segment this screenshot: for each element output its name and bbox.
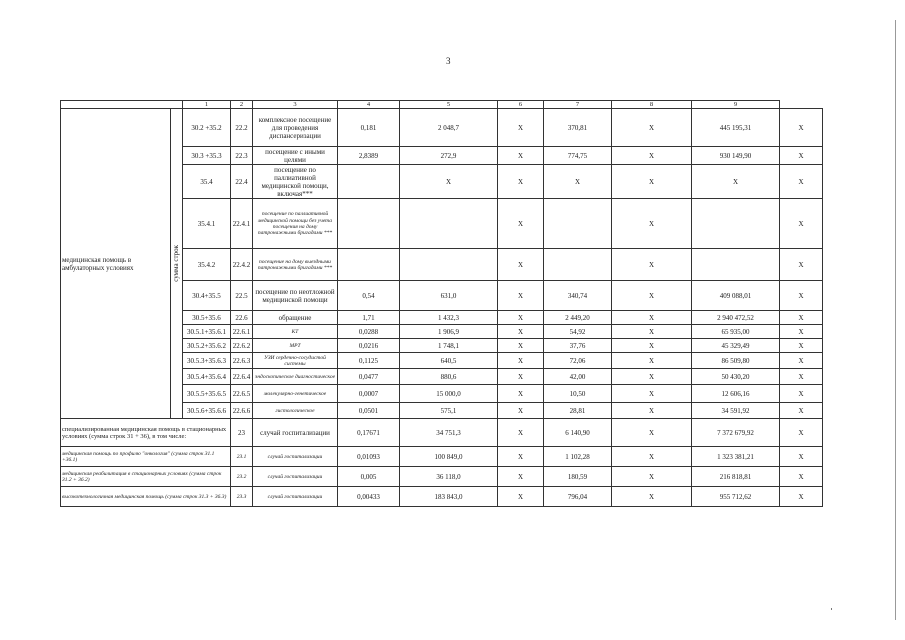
value-cell: 54,92 xyxy=(544,325,612,339)
value-cell: 0,0477 xyxy=(338,369,400,385)
value-cell: X xyxy=(780,353,823,369)
row-code: 30.3 +35.3 xyxy=(183,147,231,165)
section-label: высокотехнологичная медицинская помощь (сумма строк 31.3 + 36.3) xyxy=(61,487,231,507)
value-cell: 640,5 xyxy=(400,353,498,369)
value-cell: 0,01093 xyxy=(338,447,400,467)
value-cell: 2 048,7 xyxy=(400,109,498,147)
row-code: 30.5.5+35.6.5 xyxy=(183,385,231,403)
value-cell: 2 449,20 xyxy=(544,311,612,325)
value-cell: 0,005 xyxy=(338,467,400,487)
value-cell: X xyxy=(612,325,692,339)
line-number: 22.6.1 xyxy=(231,325,253,339)
value-cell: X xyxy=(498,249,544,281)
table-row xyxy=(61,487,823,507)
value-cell: 2 940 472,52 xyxy=(692,311,780,325)
value-cell: 445 195,31 xyxy=(692,109,780,147)
value-cell: 0,00433 xyxy=(338,487,400,507)
value-cell: 65 935,00 xyxy=(692,325,780,339)
row-code: 35.4 xyxy=(183,165,231,199)
value-cell: X xyxy=(498,403,544,419)
value-cell: X xyxy=(498,419,544,447)
line-number: 22.6.5 xyxy=(231,385,253,403)
value-cell: X xyxy=(498,325,544,339)
value-cell: X xyxy=(612,403,692,419)
value-cell: X xyxy=(780,109,823,147)
value-cell xyxy=(544,249,612,281)
line-number: 22.3 xyxy=(231,147,253,165)
value-cell: 36 118,0 xyxy=(400,467,498,487)
value-cell xyxy=(544,199,612,249)
value-cell: X xyxy=(498,199,544,249)
value-cell: 1 906,9 xyxy=(400,325,498,339)
value-cell xyxy=(692,199,780,249)
value-cell: 12 606,16 xyxy=(692,385,780,403)
value-cell: 100 849,0 xyxy=(400,447,498,467)
header-cell: 7 xyxy=(544,101,612,109)
value-cell: X xyxy=(612,447,692,467)
value-cell: X xyxy=(612,109,692,147)
value-cell: 0,1125 xyxy=(338,353,400,369)
unit-name: случай госпитализации xyxy=(253,447,338,467)
value-cell: X xyxy=(612,487,692,507)
value-cell: 0,0007 xyxy=(338,385,400,403)
unit-name: случай госпитализации xyxy=(253,419,338,447)
unit-name: эндоскопическое диагностическое xyxy=(253,369,338,385)
unit-name: посещение по неотложной медицинской помощи xyxy=(253,281,338,311)
value-cell xyxy=(400,249,498,281)
value-cell: 0,17671 xyxy=(338,419,400,447)
value-cell: 0,0288 xyxy=(338,325,400,339)
value-cell xyxy=(338,165,400,199)
value-cell: 0,0216 xyxy=(338,339,400,353)
line-number: 23.3 xyxy=(231,487,253,507)
unit-name: посещение по паллиативной медицинской помощи, включая*** xyxy=(253,165,338,199)
line-number: 23 xyxy=(231,419,253,447)
row-code: 30.5.2+35.6.2 xyxy=(183,339,231,353)
value-cell: X xyxy=(498,109,544,147)
value-cell: 1,71 xyxy=(338,311,400,325)
value-cell: X xyxy=(780,249,823,281)
line-number: 23.1 xyxy=(231,447,253,467)
value-cell: 37,76 xyxy=(544,339,612,353)
value-cell: X xyxy=(498,487,544,507)
line-number: 22.6.3 xyxy=(231,353,253,369)
value-cell: 42,00 xyxy=(544,369,612,385)
value-cell: 272,9 xyxy=(400,147,498,165)
line-number: 22.4.2 xyxy=(231,249,253,281)
value-cell: X xyxy=(498,353,544,369)
row-code: 30.4+35.5 xyxy=(183,281,231,311)
line-number: 22.6 xyxy=(231,311,253,325)
sum-of-rows-label xyxy=(171,109,183,419)
value-cell: X xyxy=(498,165,544,199)
row-code: 30.5.3+35.6.3 xyxy=(183,353,231,369)
value-cell: X xyxy=(780,385,823,403)
value-cell: 774,75 xyxy=(544,147,612,165)
value-cell: X xyxy=(498,385,544,403)
row-code: 30.5.4+35.6.4 xyxy=(183,369,231,385)
value-cell: 880,6 xyxy=(400,369,498,385)
value-cell: X xyxy=(498,467,544,487)
unit-name: комплексное посещение для проведения диспансеризации xyxy=(253,109,338,147)
value-cell: 34 751,3 xyxy=(400,419,498,447)
table-row xyxy=(61,467,823,487)
unit-name: случай госпитализации xyxy=(253,487,338,507)
value-cell: X xyxy=(692,165,780,199)
value-cell: X xyxy=(612,467,692,487)
value-cell: X xyxy=(780,199,823,249)
unit-name: случай госпитализации xyxy=(253,467,338,487)
value-cell: X xyxy=(612,147,692,165)
value-cell: 50 430,20 xyxy=(692,369,780,385)
page-number: 3 xyxy=(446,56,451,66)
row-code: 30.5.1+35.6.1 xyxy=(183,325,231,339)
value-cell: 0,54 xyxy=(338,281,400,311)
value-cell: X xyxy=(780,487,823,507)
funding-table xyxy=(60,100,823,507)
value-cell: X xyxy=(780,369,823,385)
value-cell xyxy=(338,249,400,281)
value-cell: 28,81 xyxy=(544,403,612,419)
value-cell: 0,181 xyxy=(338,109,400,147)
header-cell: 1 xyxy=(183,101,231,109)
value-cell: X xyxy=(400,165,498,199)
unit-name: КТ xyxy=(253,325,338,339)
ambulatory-care-label: медицинская помощь в амбулаторных условиях xyxy=(61,109,171,419)
unit-name: посещение на дому выездными патронажными бригадами *** xyxy=(253,249,338,281)
value-cell: X xyxy=(612,339,692,353)
value-cell: X xyxy=(612,199,692,249)
value-cell: 6 140,90 xyxy=(544,419,612,447)
value-cell: X xyxy=(780,325,823,339)
header-cell: 8 xyxy=(612,101,692,109)
value-cell: 15 000,0 xyxy=(400,385,498,403)
scan-edge-line xyxy=(895,20,896,620)
value-cell: 86 509,80 xyxy=(692,353,780,369)
row-code: 30.2 +35.2 xyxy=(183,109,231,147)
section-label: специализированная медицинская помощь в стационарных условиях (сумма строк 31 + 36), в том числе: xyxy=(61,419,231,447)
line-number: 22.6.6 xyxy=(231,403,253,419)
value-cell: X xyxy=(612,311,692,325)
value-cell: X xyxy=(612,165,692,199)
value-cell: X xyxy=(498,339,544,353)
value-cell: X xyxy=(544,165,612,199)
unit-name: гистологическое xyxy=(253,403,338,419)
value-cell: X xyxy=(780,419,823,447)
value-cell xyxy=(692,249,780,281)
header-cell-blank xyxy=(61,101,183,109)
unit-name: МРТ xyxy=(253,339,338,353)
line-number: 22.4 xyxy=(231,165,253,199)
sum-of-rows-text: сумма строк xyxy=(172,244,181,282)
header-cell: 5 xyxy=(400,101,498,109)
value-cell: 370,81 xyxy=(544,109,612,147)
unit-name: обращение xyxy=(253,311,338,325)
unit-name: молекулярно-генетическое xyxy=(253,385,338,403)
header-cell: 4 xyxy=(338,101,400,109)
line-number: 22.5 xyxy=(231,281,253,311)
value-cell: 34 591,92 xyxy=(692,403,780,419)
value-cell: X xyxy=(498,369,544,385)
unit-name: посещение по паллиативной медицинской помощи без учета посещения на дому патронажными бригадами *** xyxy=(253,199,338,249)
value-cell: 1 432,3 xyxy=(400,311,498,325)
value-cell: X xyxy=(612,353,692,369)
value-cell: X xyxy=(780,147,823,165)
value-cell: X xyxy=(498,447,544,467)
table-row xyxy=(61,447,823,467)
value-cell: X xyxy=(612,419,692,447)
value-cell: 2,8389 xyxy=(338,147,400,165)
value-cell: X xyxy=(780,311,823,325)
value-cell: 796,04 xyxy=(544,487,612,507)
value-cell: 45 329,49 xyxy=(692,339,780,353)
value-cell: 0,0501 xyxy=(338,403,400,419)
value-cell: 575,1 xyxy=(400,403,498,419)
header-cell: 3 xyxy=(253,101,338,109)
value-cell: 183 843,0 xyxy=(400,487,498,507)
line-number: 22.4.1 xyxy=(231,199,253,249)
value-cell: X xyxy=(498,281,544,311)
value-cell: 340,74 xyxy=(544,281,612,311)
value-cell: X xyxy=(780,403,823,419)
value-cell: X xyxy=(780,339,823,353)
value-cell: 1 102,28 xyxy=(544,447,612,467)
line-number: 22.2 xyxy=(231,109,253,147)
value-cell: 930 149,90 xyxy=(692,147,780,165)
table-row xyxy=(61,419,823,447)
value-cell: 1 748,1 xyxy=(400,339,498,353)
section-label: медицинская реабилитация в стационарных условиях (сумма строк 31.2 + 36.2) xyxy=(61,467,231,487)
unit-name: посещение с иными целями xyxy=(253,147,338,165)
header-cell: 6 xyxy=(498,101,544,109)
value-cell: X xyxy=(780,281,823,311)
line-number: 22.6.2 xyxy=(231,339,253,353)
header-cell: 9 xyxy=(692,101,780,109)
table-row xyxy=(61,109,823,147)
line-number: 23.2 xyxy=(231,467,253,487)
value-cell: 180,59 xyxy=(544,467,612,487)
header-row xyxy=(61,101,823,109)
value-cell: 7 372 679,92 xyxy=(692,419,780,447)
row-code: 35.4.2 xyxy=(183,249,231,281)
value-cell: X xyxy=(498,311,544,325)
value-cell: X xyxy=(612,281,692,311)
value-cell: X xyxy=(498,147,544,165)
value-cell: X xyxy=(780,447,823,467)
line-number: 22.6.4 xyxy=(231,369,253,385)
value-cell: 955 712,62 xyxy=(692,487,780,507)
value-cell: X xyxy=(780,165,823,199)
value-cell: 10,50 xyxy=(544,385,612,403)
value-cell: 409 088,01 xyxy=(692,281,780,311)
value-cell xyxy=(338,199,400,249)
section-label: медицинская помощь по профилю "онкология" (сумма строк 31.1 +36.1) xyxy=(61,447,231,467)
value-cell: X xyxy=(780,467,823,487)
row-code: 30.5.6+35.6.6 xyxy=(183,403,231,419)
scan-speck xyxy=(831,608,832,610)
unit-name: УЗИ сердечно-сосудистой системы xyxy=(253,353,338,369)
header-cell: 2 xyxy=(231,101,253,109)
value-cell: 216 818,81 xyxy=(692,467,780,487)
value-cell: X xyxy=(612,249,692,281)
value-cell: X xyxy=(612,385,692,403)
value-cell: 72,06 xyxy=(544,353,612,369)
row-code: 35.4.1 xyxy=(183,199,231,249)
row-code: 30.5+35.6 xyxy=(183,311,231,325)
value-cell: 631,0 xyxy=(400,281,498,311)
value-cell: 1 323 381,21 xyxy=(692,447,780,467)
value-cell xyxy=(400,199,498,249)
value-cell: X xyxy=(612,369,692,385)
